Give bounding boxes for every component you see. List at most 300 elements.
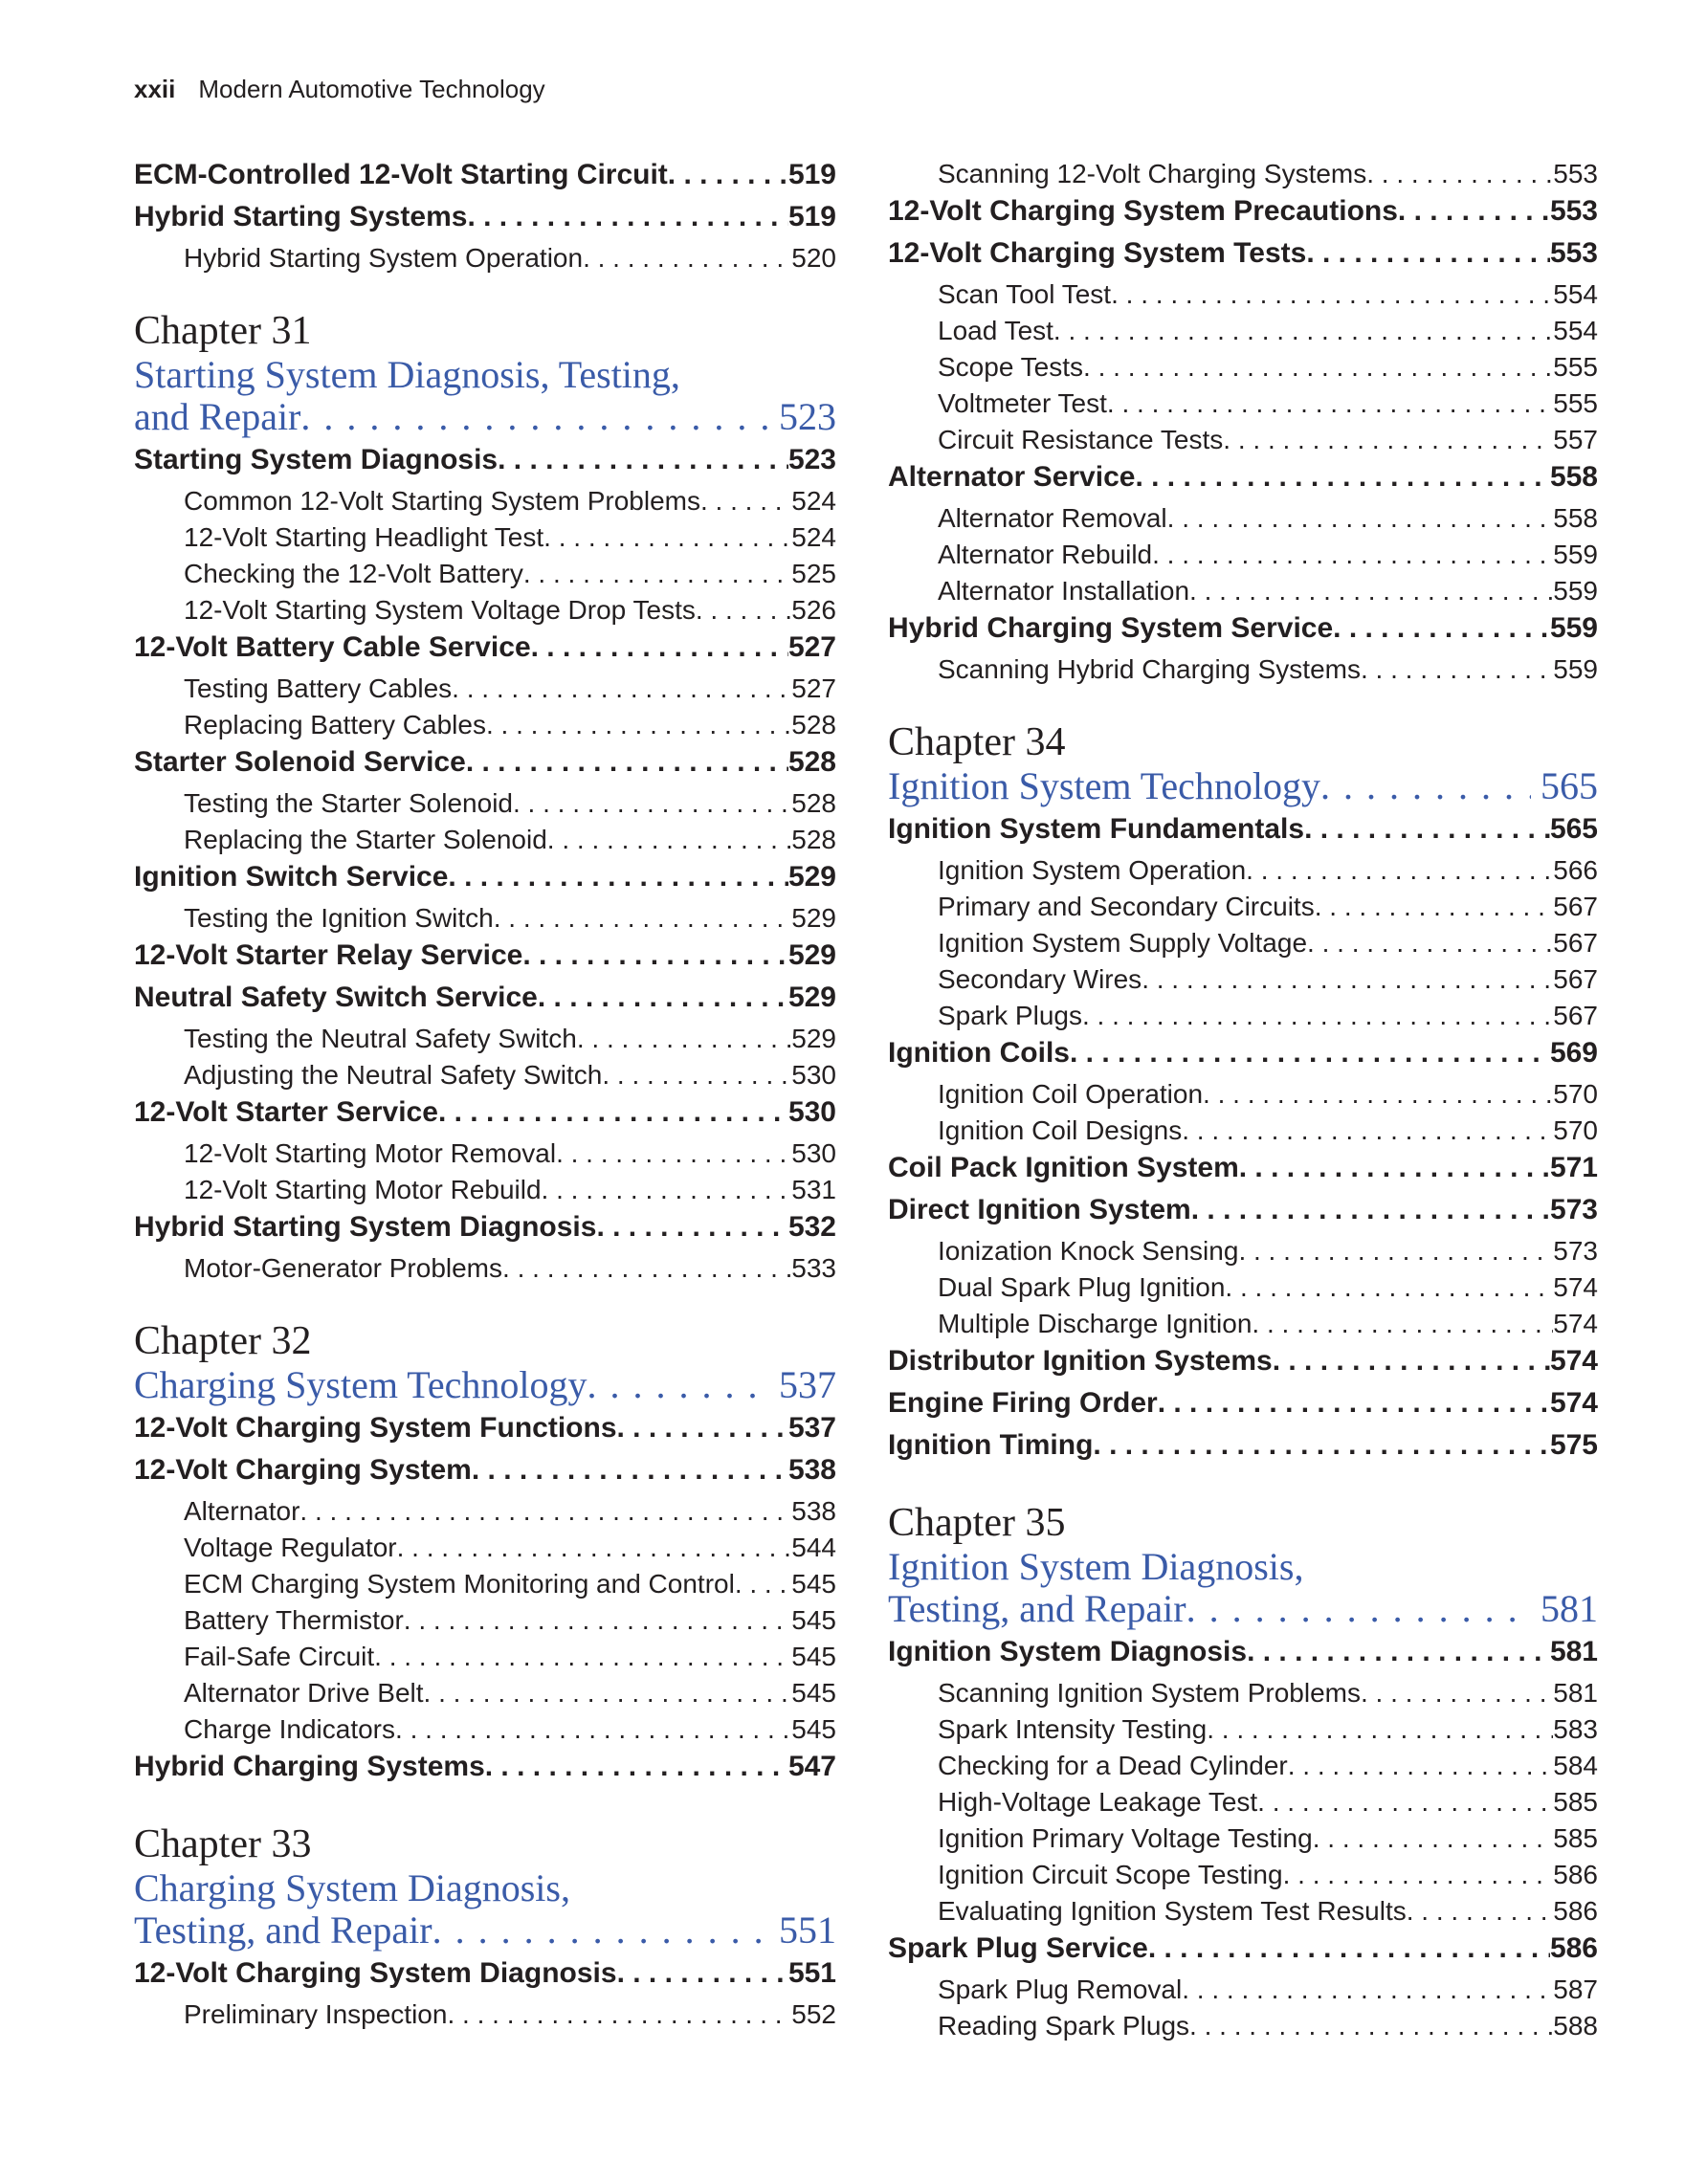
entry-page-number: 529 [787, 982, 836, 1013]
leader-dots [299, 1496, 791, 1527]
entry-title: Reading Spark Plugs [938, 2011, 1190, 2041]
leader-dots [1238, 1236, 1553, 1267]
toc-subsection-entry[interactable] [134, 559, 836, 595]
leader-dots [1315, 892, 1554, 922]
entry-page-number: 567 [1553, 928, 1598, 958]
entry-page-number: 558 [1553, 503, 1598, 533]
entry-title: Alternator Drive Belt [184, 1678, 424, 1708]
toc-section-entry[interactable] [888, 612, 1598, 654]
leader-dots [1148, 1932, 1550, 1965]
chapter-title-row[interactable] [134, 1364, 836, 1406]
toc-section-entry[interactable] [134, 982, 836, 1024]
leader-dots [448, 861, 788, 893]
entry-title: Hybrid Charging System Service [888, 612, 1334, 644]
entry-page-number: 555 [1553, 352, 1598, 382]
entry-title: Alternator Installation [938, 576, 1190, 606]
toc-subsection-entry[interactable] [888, 892, 1598, 928]
chapter-title [134, 354, 836, 438]
entry-title: Scan Tool Test [938, 279, 1112, 309]
entry-page-number: 573 [1553, 1236, 1598, 1266]
chapter-page-number: 537 [779, 1363, 836, 1406]
leader-dots [374, 1642, 791, 1672]
entry-title: Testing the Neutral Safety Switch [184, 1024, 577, 1053]
toc-subsection-entry[interactable] [134, 1533, 836, 1569]
leader-dots [1107, 388, 1553, 419]
toc-section-entry[interactable] [134, 1211, 836, 1253]
toc-right-column [888, 159, 1598, 2047]
entry-page-number: 585 [1553, 1787, 1598, 1817]
entry-title: Secondary Wires [938, 964, 1142, 994]
entry-title: Ignition Coil Designs [938, 1115, 1183, 1145]
chapter-31-heading [134, 308, 836, 438]
entry-title: Multiple Discharge Ignition [938, 1309, 1253, 1338]
entry-title: Ignition Timing [888, 1429, 1094, 1461]
toc-subsection-entry[interactable] [888, 1751, 1598, 1787]
toc-list [888, 159, 1598, 691]
entry-page-number: 531 [791, 1175, 836, 1204]
entry-title: Ignition System Diagnosis [888, 1636, 1248, 1667]
entry-page-number: 554 [1553, 316, 1598, 345]
chapter-33-heading [134, 1821, 836, 1952]
entry-title: Hybrid Starting System Operation [184, 243, 584, 273]
toc-section-entry[interactable] [134, 444, 836, 486]
entry-title: Ignition Coils [888, 1037, 1070, 1069]
entry-page-number: 551 [787, 1957, 836, 1989]
leader-dots [486, 710, 791, 740]
toc-section-entry[interactable] [134, 746, 836, 788]
leader-dots [531, 631, 788, 664]
entry-title: Ignition System Supply Voltage [938, 928, 1308, 958]
entry-page-number: 567 [1553, 964, 1598, 994]
entry-title: Alternator Service [888, 461, 1136, 493]
toc-subsection-entry[interactable] [134, 1024, 836, 1060]
entry-title: Hybrid Charging Systems [134, 1751, 485, 1782]
chapter-title-row[interactable] [134, 396, 836, 438]
leader-dots [447, 1999, 791, 2030]
leader-dots [404, 1605, 792, 1636]
toc-section-entry[interactable] [134, 1751, 836, 1793]
entry-title: Spark Plugs [938, 1001, 1082, 1030]
entry-title: Hybrid Starting System Diagnosis [134, 1211, 597, 1243]
leader-dots [1167, 503, 1554, 534]
toc-subsection-entry[interactable] [888, 1974, 1598, 2011]
entry-page-number: 528 [791, 710, 836, 739]
entry-page-number: 519 [787, 159, 836, 190]
entry-page-number: 559 [1553, 576, 1598, 606]
entry-title: Ignition Circuit Scope Testing [938, 1860, 1283, 1889]
entry-page-number: 570 [1553, 1079, 1598, 1109]
entry-page-number: 527 [791, 673, 836, 703]
entry-page-number: 553 [1549, 195, 1598, 227]
toc-subsection-entry[interactable] [888, 1896, 1598, 1932]
entry-title: 12-Volt Charging System Functions [134, 1412, 617, 1444]
entry-title: Starter Solenoid Service [134, 746, 466, 778]
toc-subsection-entry[interactable] [888, 576, 1598, 612]
toc-subsection-entry[interactable] [134, 595, 836, 631]
entry-page-number: 581 [1553, 1678, 1598, 1708]
entry-title: Replacing Battery Cables [184, 710, 486, 739]
entry-page-number: 553 [1553, 159, 1598, 188]
toc-subsection-entry[interactable] [134, 1642, 836, 1678]
leader-dots [1182, 1115, 1553, 1146]
toc-section-entry[interactable] [888, 813, 1598, 855]
entry-title: Scanning Hybrid Charging Systems [938, 654, 1361, 684]
chapter-title [888, 1546, 1598, 1630]
entry-page-number: 554 [1553, 279, 1598, 309]
entry-title: 12-Volt Charging System Precautions [888, 195, 1398, 227]
entry-page-number: 559 [1553, 654, 1598, 684]
toc-subsection-entry[interactable] [134, 243, 836, 279]
toc-section-entry[interactable] [888, 1932, 1598, 1974]
entry-page-number: 525 [791, 559, 836, 588]
toc-subsection-entry[interactable] [888, 654, 1598, 691]
toc-list [888, 813, 1598, 1471]
leader-dots [700, 486, 791, 517]
leader-dots [1313, 1823, 1554, 1854]
toc-section-entry[interactable] [134, 1412, 836, 1454]
leader-dots [1223, 425, 1553, 455]
toc-section-entry[interactable] [134, 861, 836, 903]
chapter-32-heading [134, 1318, 836, 1406]
entry-title: Evaluating Ignition System Test Results [938, 1896, 1407, 1926]
chapter-title-line: Charging System Technology [134, 1363, 587, 1406]
leader-dots [1398, 195, 1550, 228]
toc-subsection-entry[interactable] [134, 710, 836, 746]
toc-subsection-entry[interactable] [134, 1999, 836, 2036]
chapter-page-number: 565 [1541, 764, 1598, 807]
entry-page-number: 528 [787, 746, 836, 778]
leader-dots [452, 673, 791, 704]
toc-subsection-entry[interactable] [888, 425, 1598, 461]
leader-dots [494, 903, 792, 934]
entry-title: ECM Charging System Monitoring and Control [184, 1569, 735, 1599]
toc-subsection-entry[interactable] [134, 1138, 836, 1175]
entry-page-number: 567 [1553, 892, 1598, 921]
toc-subsection-entry[interactable] [134, 1253, 836, 1290]
chapter-title-line: and Repair [134, 395, 301, 438]
entry-title: 12-Volt Starter Service [134, 1096, 438, 1128]
leader-dots [1225, 1272, 1553, 1303]
entry-title: Hybrid Starting Systems [134, 201, 468, 232]
entry-title: Preliminary Inspection [184, 1999, 448, 2029]
toc-section-entry[interactable] [134, 1454, 836, 1496]
toc-subsection-entry[interactable] [134, 1569, 836, 1605]
toc-section-entry[interactable] [888, 1345, 1598, 1387]
entry-page-number: 559 [1553, 540, 1598, 569]
chapter-title-row[interactable] [888, 1588, 1598, 1630]
entry-title: Spark Plug Service [888, 1932, 1148, 1964]
leader-dots [587, 1364, 769, 1406]
entry-title: 12-Volt Charging System Diagnosis [134, 1957, 617, 1989]
leader-dots [1186, 1588, 1531, 1630]
entry-page-number: 574 [1549, 1345, 1598, 1377]
entry-page-number: 520 [791, 243, 836, 273]
entry-page-number: 570 [1553, 1115, 1598, 1145]
toc-subsection-entry[interactable] [134, 522, 836, 559]
entry-page-number: 545 [791, 1714, 836, 1744]
leader-dots [300, 396, 769, 438]
chapter-page-number: 581 [1541, 1587, 1598, 1630]
entry-title: 12-Volt Starter Relay Service [134, 939, 523, 971]
leader-dots [1247, 1636, 1550, 1668]
entry-page-number: 538 [791, 1496, 836, 1526]
entry-page-number: 545 [791, 1642, 836, 1671]
toc-section-entry[interactable] [134, 939, 836, 982]
entry-title: Ionization Knock Sensing [938, 1236, 1239, 1266]
entry-title: Common 12-Volt Starting System Problems [184, 486, 700, 516]
toc-subsection-entry[interactable] [134, 903, 836, 939]
chapter-title-line: Starting System Diagnosis, Testing, [134, 353, 680, 396]
leader-dots [696, 595, 791, 626]
entry-page-number: 537 [787, 1412, 836, 1444]
entry-page-number: 574 [1549, 1387, 1598, 1419]
toc-subsection-entry[interactable] [888, 1272, 1598, 1309]
leader-dots [602, 1060, 791, 1091]
leader-dots [1152, 540, 1553, 570]
leader-dots [395, 1714, 791, 1745]
toc-subsection-entry[interactable] [134, 788, 836, 825]
entry-title: 12-Volt Starting Motor Rebuild [184, 1175, 542, 1204]
entry-title: Ignition System Operation [938, 855, 1247, 885]
leader-dots [668, 159, 788, 191]
leader-dots [432, 1909, 769, 1952]
entry-title: Neutral Safety Switch Service [134, 982, 538, 1013]
entry-page-number: 544 [791, 1533, 836, 1562]
entry-page-number: 586 [1549, 1932, 1598, 1964]
leader-dots [1307, 928, 1553, 959]
leader-dots [617, 1412, 788, 1445]
entry-page-number: 523 [787, 444, 836, 475]
toc-section-entry[interactable] [888, 461, 1598, 503]
toc-section-entry[interactable] [134, 631, 836, 673]
leader-dots [1158, 1387, 1550, 1420]
toc-subsection-entry[interactable] [134, 673, 836, 710]
toc-subsection-entry[interactable] [888, 855, 1598, 892]
toc-section-entry[interactable] [888, 1152, 1598, 1194]
chapter-title-line: Testing, and Repair [134, 1908, 432, 1952]
leader-dots [1191, 1194, 1550, 1226]
toc-subsection-entry[interactable] [888, 1714, 1598, 1751]
entry-title: 12-Volt Charging System [134, 1454, 472, 1486]
toc-subsection-entry[interactable] [888, 388, 1598, 425]
toc-subsection-entry[interactable] [888, 503, 1598, 540]
toc-subsection-entry[interactable] [134, 1060, 836, 1096]
entry-title: Testing the Starter Solenoid [184, 788, 513, 818]
toc-section-entry[interactable] [888, 1387, 1598, 1429]
entry-title: Checking for a Dead Cylinder [938, 1751, 1288, 1780]
chapter-title-line: Ignition System Diagnosis, [888, 1545, 1304, 1588]
entry-title: Testing Battery Cables [184, 673, 453, 703]
leader-dots [1053, 316, 1553, 346]
toc-subsection-entry[interactable] [888, 316, 1598, 352]
entry-title: Engine Firing Order [888, 1387, 1158, 1419]
toc-section-entry[interactable] [888, 1429, 1598, 1471]
toc-subsection-entry[interactable] [888, 1860, 1598, 1896]
entry-page-number: 524 [791, 486, 836, 516]
entry-title: Charge Indicators [184, 1714, 396, 1744]
entry-page-number: 559 [1549, 612, 1598, 644]
entry-page-number: 571 [1549, 1152, 1598, 1183]
entry-title: 12-Volt Battery Cable Service [134, 631, 531, 663]
toc-section-entry[interactable] [134, 1096, 836, 1138]
toc-subsection-entry[interactable] [134, 1605, 836, 1642]
leader-dots [498, 444, 788, 476]
chapter-title-line: Charging System Diagnosis, [134, 1866, 570, 1909]
leader-dots [1361, 654, 1553, 685]
entry-page-number: 569 [1549, 1037, 1598, 1069]
toc-subsection-entry[interactable] [888, 1115, 1598, 1152]
entry-page-number: 574 [1553, 1309, 1598, 1338]
chapter-35-heading [888, 1500, 1598, 1630]
chapter-title-row[interactable] [888, 765, 1598, 807]
chapter-title [134, 1867, 836, 1952]
entry-page-number: 567 [1553, 1001, 1598, 1030]
leader-dots [583, 243, 791, 274]
leader-dots [502, 1253, 791, 1284]
leader-dots [513, 788, 791, 819]
toc-section-entry[interactable] [888, 1037, 1598, 1079]
entry-title: Motor-Generator Problems [184, 1253, 503, 1283]
toc-subsection-entry[interactable] [888, 1001, 1598, 1037]
entry-title: Replacing the Starter Solenoid [184, 825, 547, 854]
leader-dots [397, 1533, 792, 1563]
leader-dots [1288, 1751, 1554, 1781]
entry-page-number: 547 [787, 1751, 836, 1782]
leader-dots [1093, 1429, 1550, 1462]
toc-subsection-entry[interactable] [134, 486, 836, 522]
entry-page-number: 588 [1553, 2011, 1598, 2041]
leader-dots [1257, 1787, 1553, 1818]
entry-page-number: 528 [791, 825, 836, 854]
toc-subsection-entry[interactable] [134, 1714, 836, 1751]
toc-list [134, 1412, 836, 1793]
chapter-page-number: 551 [779, 1908, 836, 1952]
toc-list [888, 1636, 1598, 2047]
toc-subsection-entry[interactable] [134, 1496, 836, 1533]
entry-title: Checking the 12-Volt Battery [184, 559, 523, 588]
leader-dots [556, 1138, 791, 1169]
entry-page-number: 584 [1553, 1751, 1598, 1780]
toc-subsection-entry[interactable] [888, 1823, 1598, 1860]
entry-title: 12-Volt Starting System Voltage Drop Tests [184, 595, 696, 625]
leader-dots [1142, 964, 1553, 995]
toc-section-entry[interactable] [134, 201, 836, 243]
toc-left-column [134, 159, 836, 2036]
toc-subsection-entry[interactable] [888, 540, 1598, 576]
entry-page-number: 545 [791, 1678, 836, 1708]
leader-dots [1246, 855, 1553, 886]
toc-subsection-entry[interactable] [888, 279, 1598, 316]
entry-title: Dual Spark Plug Ignition [938, 1272, 1226, 1302]
chapter-page-number: 523 [779, 395, 836, 438]
entry-page-number: 524 [791, 522, 836, 552]
leader-dots [617, 1957, 788, 1990]
chapter-title [134, 1364, 836, 1406]
toc-subsection-entry[interactable] [888, 1787, 1598, 1823]
entry-page-number: 533 [791, 1253, 836, 1283]
entry-title: Scope Tests [938, 352, 1084, 382]
leader-dots [1135, 461, 1549, 494]
leader-dots [467, 201, 788, 233]
entry-page-number: 574 [1553, 1272, 1598, 1302]
entry-title: Voltage Regulator [184, 1533, 397, 1562]
entry-page-number: 573 [1549, 1194, 1598, 1225]
entry-title: Alternator Rebuild [938, 540, 1153, 569]
entry-page-number: 530 [787, 1096, 836, 1128]
leader-dots [596, 1211, 787, 1244]
entry-title: Circuit Resistance Tests [938, 425, 1224, 454]
chapter-number: Chapter 33 [134, 1822, 312, 1866]
leader-dots [543, 522, 791, 553]
leader-dots [542, 1175, 792, 1205]
entry-title: Ignition System Fundamentals [888, 813, 1305, 845]
leader-dots [522, 939, 788, 972]
toc-section-entry[interactable] [888, 237, 1598, 279]
chapter-number: Chapter 31 [134, 309, 312, 353]
toc-section-entry[interactable] [888, 1194, 1598, 1236]
chapter-title-row[interactable] [134, 1909, 836, 1952]
leader-dots [1366, 159, 1553, 189]
leader-dots [472, 1454, 788, 1487]
entry-title: Voltmeter Test [938, 388, 1107, 418]
entry-page-number: 529 [791, 903, 836, 933]
entry-title: Alternator [184, 1496, 300, 1526]
leader-dots [1361, 1678, 1553, 1709]
toc-subsection-entry[interactable] [134, 825, 836, 861]
leader-dots [1082, 1001, 1553, 1031]
entry-title: Alternator Removal [938, 503, 1167, 533]
book-title: Modern Automotive Technology [198, 75, 545, 103]
toc-section-entry[interactable] [134, 159, 836, 201]
leader-dots [1273, 1345, 1550, 1378]
entry-title: Direct Ignition System [888, 1194, 1191, 1225]
toc-subsection-entry[interactable] [888, 352, 1598, 388]
toc-subsection-entry[interactable] [888, 159, 1598, 195]
entry-page-number: 519 [787, 201, 836, 232]
entry-page-number: 529 [787, 861, 836, 893]
leader-dots [1320, 765, 1531, 807]
toc-subsection-entry[interactable] [888, 1079, 1598, 1115]
leader-dots [1111, 279, 1553, 310]
toc-section-entry[interactable] [888, 1636, 1598, 1678]
entry-title: Load Test [938, 316, 1053, 345]
toc-subsection-entry[interactable] [888, 1236, 1598, 1272]
entry-title: Adjusting the Neutral Safety Switch [184, 1060, 603, 1090]
toc-list [134, 159, 836, 279]
toc-subsection-entry[interactable] [134, 1175, 836, 1211]
entry-page-number: 526 [791, 595, 836, 625]
toc-subsection-entry[interactable] [888, 2011, 1598, 2047]
entry-title: 12-Volt Starting Headlight Test [184, 522, 544, 552]
toc-list [134, 1957, 836, 2036]
leader-dots [438, 1096, 788, 1129]
entry-title: Coil Pack Ignition System [888, 1152, 1239, 1183]
toc-subsection-entry[interactable] [134, 1678, 836, 1714]
leader-dots [1407, 1896, 1554, 1927]
leader-dots [424, 1678, 792, 1709]
entry-title: Spark Intensity Testing [938, 1714, 1208, 1744]
toc-subsection-entry[interactable] [888, 964, 1598, 1001]
toc-section-entry[interactable] [888, 195, 1598, 237]
toc-subsection-entry[interactable] [888, 928, 1598, 964]
leader-dots [1252, 1309, 1553, 1339]
toc-section-entry[interactable] [134, 1957, 836, 1999]
toc-subsection-entry[interactable] [888, 1678, 1598, 1714]
toc-list [134, 444, 836, 1290]
entry-page-number: 575 [1549, 1429, 1598, 1461]
entry-page-number: 532 [787, 1211, 836, 1243]
toc-subsection-entry[interactable] [888, 1309, 1598, 1345]
